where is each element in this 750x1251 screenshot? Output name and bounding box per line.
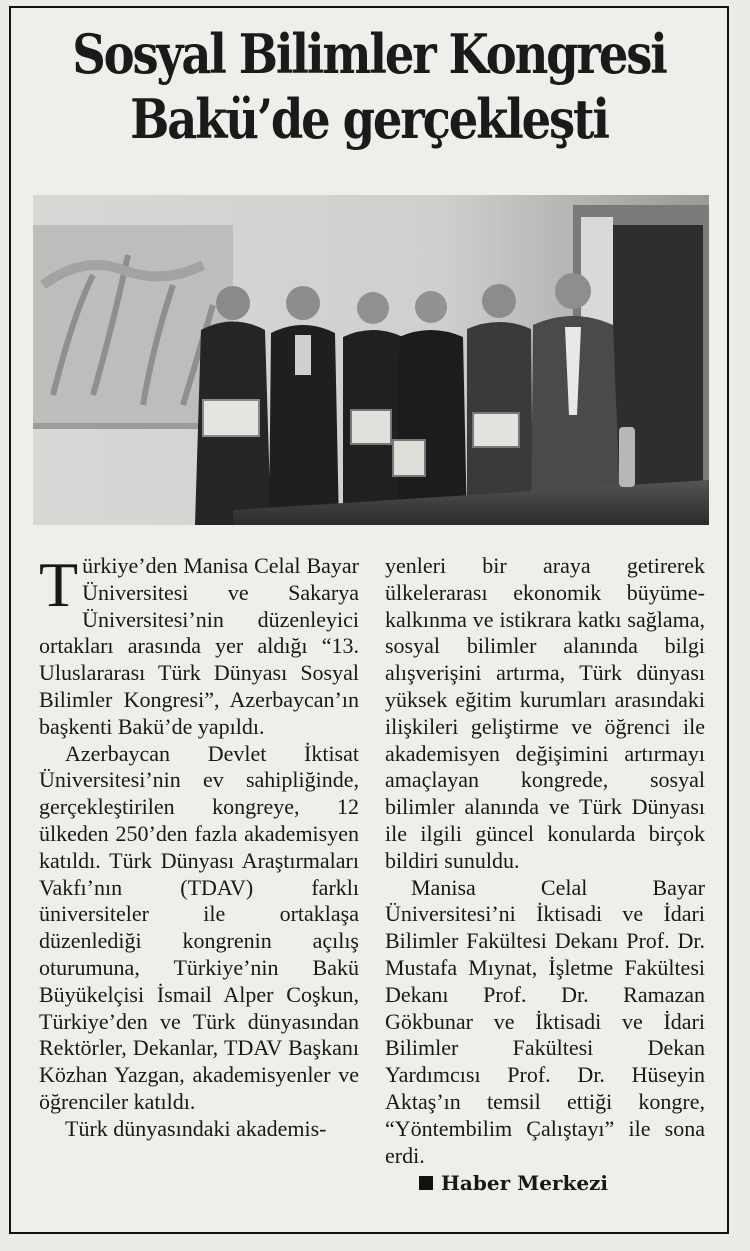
byline — [385, 1169, 705, 1197]
headline-line-2: Bakü’de gerçekleşti — [130, 87, 608, 151]
paragraph-1-text: ürkiye’den Manisa Celal Bayar Üniversitesi ve Sakarya Üniversitesi’nin düzenleyici ortakları arasında yer aldığı “13. Uluslararası Türk Dünyası Sosyal Bilimler Kongresi”, Azerbaycan’ın başkenti Bakü’de yapıldı. — [39, 553, 359, 739]
paragraph-4: Manisa Celal Bayar Üniversitesi’ni İktisadi ve İdari Bilimler Fakültesi Dekanı Prof. Dr. Mustafa Mıynat, İşletme Fakültesi Dekanı Prof. Dr. Ramazan Gökbunar ve İktisadi ve İdari Bilimler Fakültesi Dekan Yardımcısı Prof. Dr. Hüseyin Aktaş’ın temsil ettiği kongre, “Yöntembilim Çalıştayı” ile sona erdi. — [385, 874, 705, 1168]
text-column-right — [385, 553, 705, 1197]
group-photo — [33, 195, 709, 525]
paragraph-1 — [39, 549, 359, 741]
drop-cap: T — [39, 549, 79, 620]
byline-square-icon — [419, 1176, 433, 1190]
paragraph-3-start: Türk dünyasındaki akademis- — [65, 1115, 327, 1141]
paragraph-3-continued: yenleri bir araya getirerek ülkelerarası ekonomik büyüme-kalkınma ve istikrara katkı sağlama, sosyal bilimler alanında bilgi alışverişini artırma, Türk dünyası yüksek eğitim kurumları arasındaki ilişkileri geliştirme ve öğrenci ile akademisyen değişimini artırmayı amaçlayan kongrede, sosyal bilimler alanında ve Türk Dünyası ile ilgili güncel konularda birçok bildiri sunuldu. — [385, 553, 705, 873]
paragraph-2: Azerbaycan Devlet İktisat Üniversitesi’nin ev sahipliğinde, gerçekleştirilen kongreye, 12 ülkeden 250’den fazla akademisyen katıldı. Türk Dünyası Araştırmaları Vakfı’nın (TDAV) farklı üniversiteler ile ortaklaşa düzenlediği kongrenin açılış oturumuna, Türkiye’nin Bakü Büyükelçisi İsmail Alper Coşkun, Türkiye’den ve Türk dünyasından Rektörler, Dekanlar, TDAV Başkanı Közhan Yazgan, akademisyenler ve öğrenciler katıldı. — [39, 740, 359, 1114]
headline-line-1: Sosyal Bilimler Kongresi — [72, 22, 666, 86]
byline-text: Haber Merkezi — [441, 1171, 609, 1196]
group-photo-illustration — [33, 195, 709, 525]
headline — [61, 22, 677, 152]
text-column-left — [39, 549, 359, 1143]
article-frame — [9, 6, 729, 1234]
